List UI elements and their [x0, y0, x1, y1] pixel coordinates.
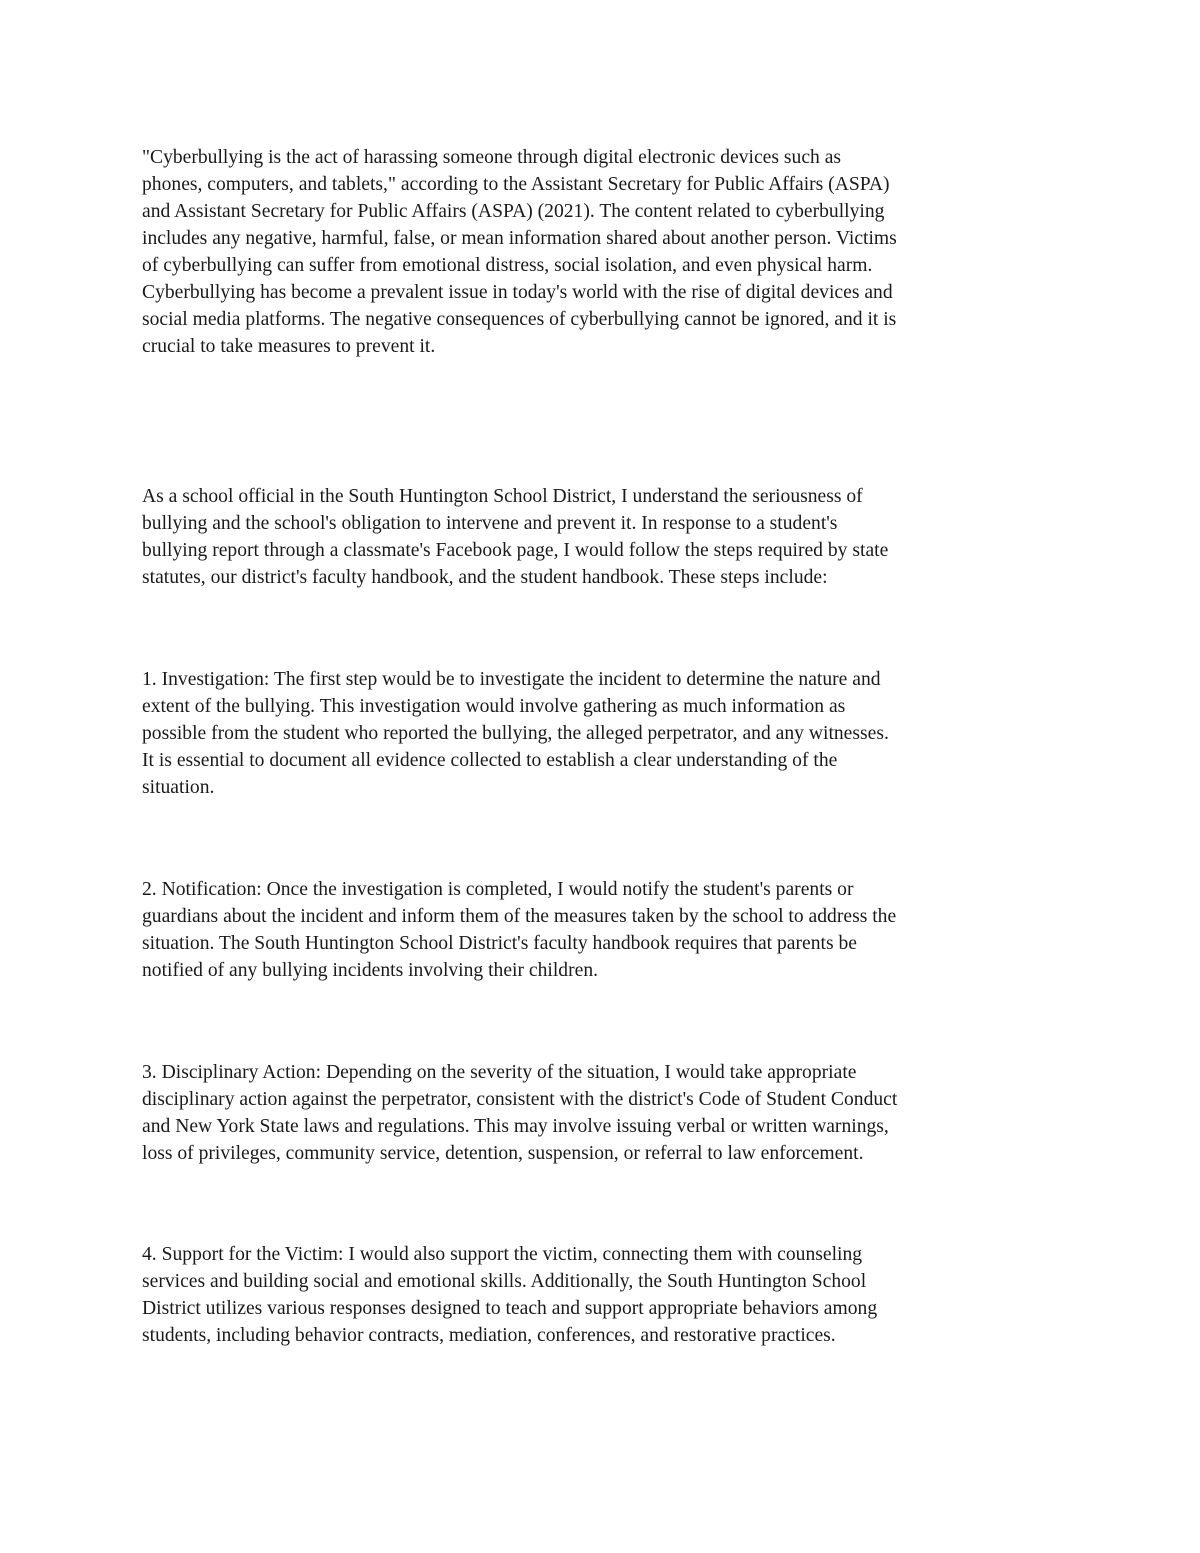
step-investigation-paragraph: 1. Investigation: The first step would be to investigate the incident to determine the nature and extent of the bullying. This investigation would involve gathering as much information as possible from the student who reported the bullying, the alleged perpetrator, and any witnesses. It is essential to document all evidence collected to establish a clear understanding of the situation. — [142, 669, 889, 798]
step-victim-support-paragraph: 4. Support for the Victim: I would also support the victim, connecting them with counseling services and building social and emotional skills. Additionally, the South Huntington School District utilizes various responses designed to teach and support appropriate behaviors among students, including behavior contracts, mediation, conferences, and restorative practices. — [142, 1244, 878, 1346]
step-notification-paragraph: 2. Notification: Once the investigation is completed, I would notify the student's parents or guardians about the incident and inform them of the measures taken by the school to address the situation. The South Huntington School District's faculty handbook requires that parents be notified of any bullying incidents involving their children. — [142, 879, 897, 981]
school-official-paragraph: As a school official in the South Huntington School District, I understand the seriousness of bullying and the school's obligation to intervene and prevent it. In response to a student's bullying report through a classmate's Facebook page, I would follow the steps required by state statutes, our district's faculty handbook, and the student handbook. These steps include: — [142, 486, 889, 588]
intro-paragraph: "Cyberbullying is the act of harassing someone through digital electronic devices such as phones, computers, and tablets," according to the Assistant Secretary for Public Affairs (ASPA) and Assistant Secretary for Public Affairs (ASPA) (2021). The content related to cyberbullying includes any negative, harmful, false, or mean information shared about another person. Victims of cyberbullying can suffer from emotional distress, social isolation, and even physical harm. Cyberbullying has become a prevalent issue in today's world with the rise of digital devices and social media platforms. The negative consequences of cyberbullying cannot be ignored, and it is crucial to take measures to prevent it. — [142, 147, 897, 357]
step-disciplinary-action-paragraph: 3. Disciplinary Action: Depending on the severity of the situation, I would take appropriate disciplinary action against the perpetrator, consistent with the district's Code of Student Conduct and New York State laws and regulations. This may involve issuing verbal or written warnings, loss of privileges, community service, detention, suspension, or referral to law enforcement. — [142, 1062, 898, 1164]
